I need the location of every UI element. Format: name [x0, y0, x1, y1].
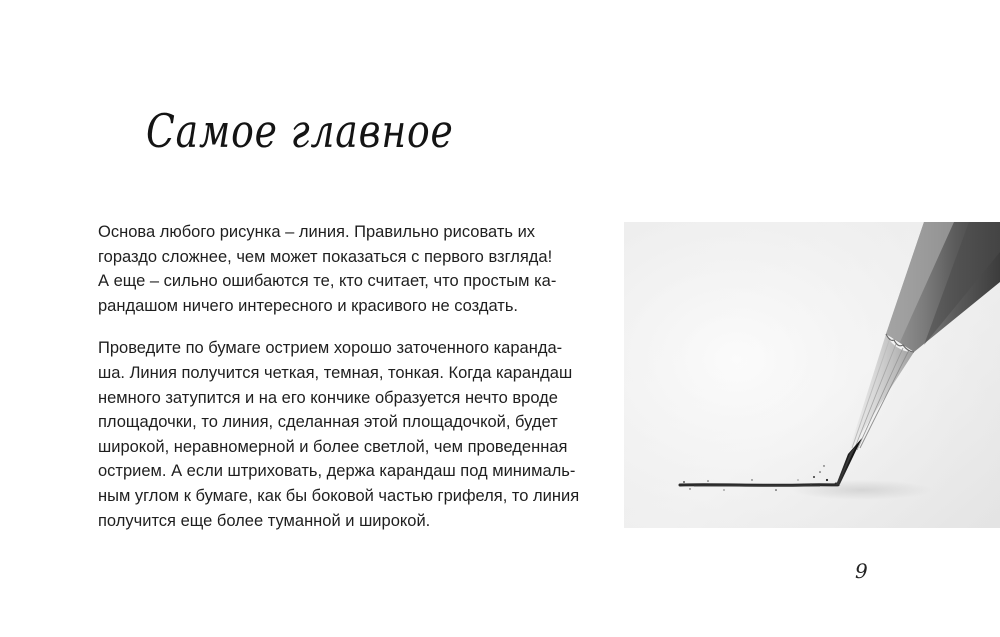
paragraph-line: Проведите по бумаге острием хорошо заточенного каранда-: [98, 339, 563, 358]
paragraph-line: немного затупится и на его кончике образуется нечто вроде: [98, 388, 558, 407]
paragraph-line: А еще – сильно ошибаются те, кто считает, что простым ка-: [98, 272, 557, 291]
paragraph-2: [98, 336, 598, 533]
paragraph-line: ша. Линия получится четкая, темная, тонкая. Когда карандаш: [98, 363, 573, 382]
paragraph-line: площадочки, то линия, сделанная этой площадочкой, будет: [98, 413, 558, 432]
paragraph-line: Основа любого рисунка – линия. Правильно рисовать их: [98, 223, 536, 241]
paragraph-1: [98, 220, 598, 318]
pencil-drawing-line-photo: [624, 222, 1000, 528]
paragraph-line: острием. А если штриховать, держа карандаш под минималь-: [98, 462, 576, 481]
page-title: Самое главное: [146, 104, 454, 158]
paragraph-line: широкой, неравномерной и более светлой, чем проведенная: [98, 437, 568, 456]
paragraph-line: ным углом к бумаге, как бы боковой частью грифеля, то линия: [98, 486, 580, 505]
paragraph-line: гораздо сложнее, чем может показаться с первого взгляда!: [98, 247, 553, 266]
body-text: [98, 220, 598, 533]
page-number: 9: [855, 559, 868, 583]
paragraph-line: рандашом ничего интересного и красивого не создать.: [98, 296, 519, 315]
paragraph-line: получится еще более туманной и широкой.: [98, 511, 431, 530]
